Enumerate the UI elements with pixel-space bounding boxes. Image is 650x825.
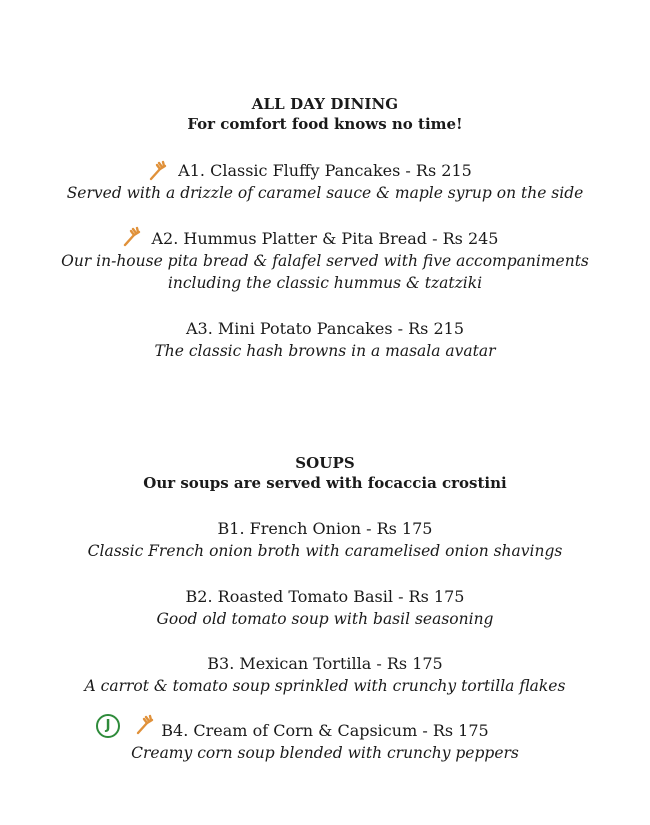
item-description-line2: including the classic hummus & tzatziki (167, 274, 483, 292)
fork-icon (134, 714, 156, 736)
item-name: B3. Mexican Tortilla - Rs 175 (207, 654, 443, 673)
item-description: Our in-house pita bread & falafel served with five accompaniments (61, 252, 589, 270)
menu-item-b4 (0, 720, 650, 764)
item-description: A carrot & tomato soup sprinkled with crunchy tortilla flakes (84, 677, 566, 695)
fork-icon (121, 226, 143, 248)
fork-icon (147, 160, 169, 182)
item-name: B4. Cream of Corn & Capsicum - Rs 175 (161, 721, 489, 740)
menu-item-b1 (0, 518, 650, 562)
section-subtitle: For comfort food knows no time! (187, 115, 463, 133)
menu-item-b3 (0, 653, 650, 697)
item-description: The classic hash browns in a masala avatar (154, 342, 496, 360)
j-badge-icon: J (96, 714, 120, 738)
section-subtitle: Our soups are served with focaccia crostini (143, 474, 507, 492)
item-name: A1. Classic Fluffy Pancakes - Rs 215 (178, 161, 472, 180)
menu-item-a2 (0, 228, 650, 294)
menu-item-a1 (0, 160, 650, 204)
item-name: B2. Roasted Tomato Basil - Rs 175 (185, 587, 465, 606)
item-name: A2. Hummus Platter & Pita Bread - Rs 245 (151, 229, 499, 248)
section-title: ALL DAY DINING (251, 95, 399, 113)
section-title: SOUPS (295, 454, 355, 472)
item-description: Good old tomato soup with basil seasoning (156, 610, 494, 628)
item-description: Served with a drizzle of caramel sauce & maple syrup on the side (66, 184, 584, 202)
menu-item-b2 (0, 586, 650, 630)
soups-header (0, 453, 650, 493)
item-name: A3. Mini Potato Pancakes - Rs 215 (185, 319, 464, 338)
menu-item-a3 (0, 318, 650, 362)
all-day-dining-header (0, 94, 650, 134)
item-description: Creamy corn soup blended with crunchy peppers (131, 744, 519, 762)
item-description: Classic French onion broth with caramelised onion shavings (87, 542, 563, 560)
item-name: B1. French Onion - Rs 175 (217, 519, 433, 538)
